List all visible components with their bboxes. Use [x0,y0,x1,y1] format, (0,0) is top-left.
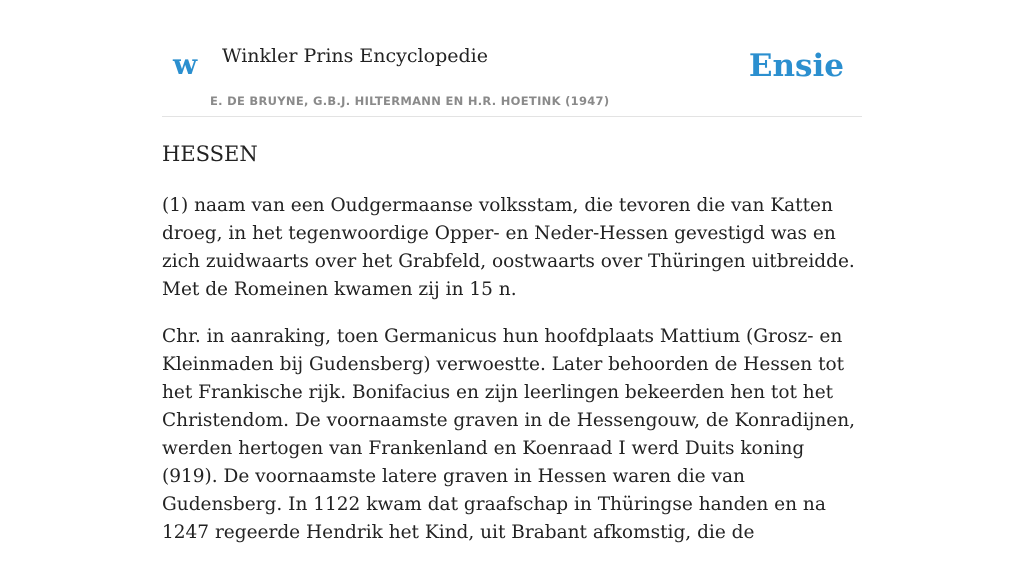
article-body [162,192,862,566]
publication-logo[interactable]: w [173,48,198,81]
article-title: HESSEN [162,142,258,166]
publication-header [162,0,862,117]
publication-authors: E. DE BRUYNE, G.B.J. HILTERMANN EN H.R. HOETINK (1947) [210,94,610,108]
article-page [162,0,862,543]
article-paragraph: Chr. in aanraking, toen Germanicus hun hoofdplaats Mattium (Grosz- en Kleinmaden bij Gudensberg) verwoestte. Later behoorden de Hessen tot het Frankische rijk. Bonifacius en zijn leerlingen bekeerden hen tot het Christendom. De voornaamste graven in de Hessengouw, de Konradijnen, werden hertogen van Frankenland en Koenraad I werd Duits koning (919). De voornaamste latere graven in Hessen waren die van Gudensberg. In 1122 kwam dat graafschap in Thüringse handen en na 1247 regeerde Hendrik het Kind, uit Brabant afkomstig, die de [162,326,856,543]
publication-title[interactable]: Winkler Prins Encyclopedie [222,45,488,67]
article-paragraph: (1) naam van een Oudgermaanse volksstam, die tevoren die van Katten droeg, in het tegenwoordige Opper- en Neder-Hessen gevestigd was en zich zuidwaarts over het Grabfeld, oostwaarts over Thüringen uitbreidde. Met de Romeinen kwamen zij in 15 n. [162,195,855,300]
ensie-logo-link[interactable]: Ensie [748,48,844,84]
